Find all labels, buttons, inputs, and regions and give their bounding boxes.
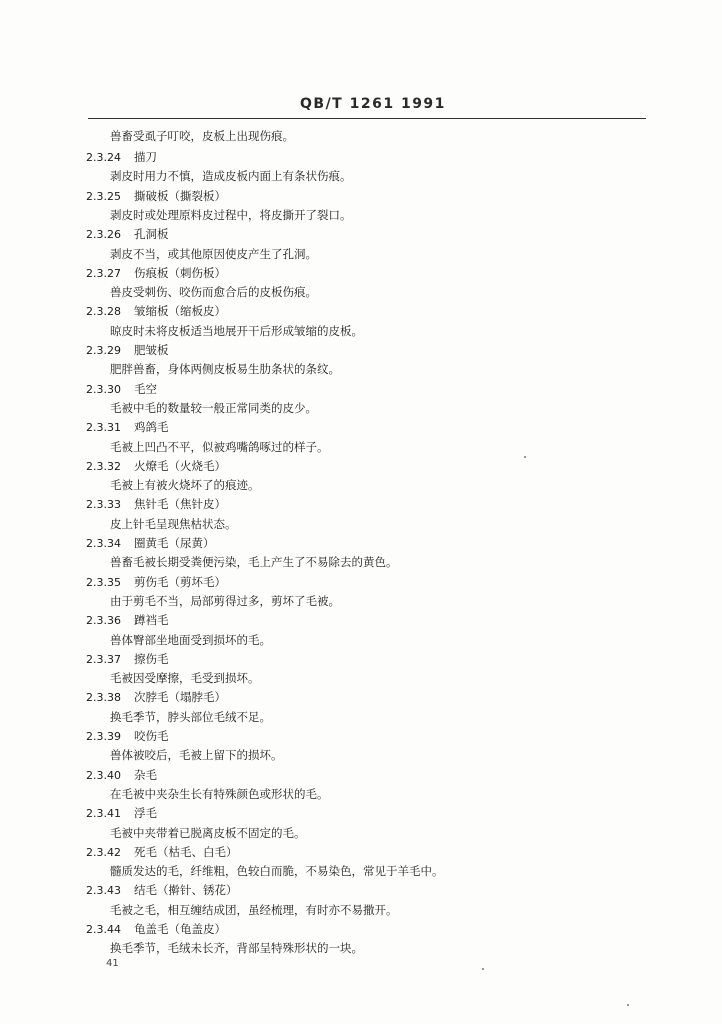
entry-heading: [86, 380, 157, 399]
entry-description: 毛被中毛的数量较一般正常同类的皮少。: [110, 400, 317, 415]
entry-term: 孔洞板: [134, 227, 169, 242]
entry-description: 兽体被咬后，毛被上留下的损坏。: [110, 748, 283, 763]
entry-number: 2.3.40: [86, 768, 121, 782]
entry-number: 2.3.41: [86, 807, 121, 821]
entry-number: 2.3.29: [86, 344, 121, 357]
entry-term: 描刀: [134, 150, 157, 164]
entry-heading: [86, 804, 157, 823]
entry-heading: [86, 148, 157, 167]
entry-term: 肥皱板: [134, 343, 169, 357]
entry-number: 2.3.35: [86, 575, 121, 589]
entry-heading: [86, 688, 226, 707]
entry-description: 肥胖兽畜，身体两侧皮板易生肋条状的条纹。: [110, 362, 340, 377]
entry-term: 撕破板（撕裂板）: [134, 188, 226, 203]
entry-heading: [86, 187, 226, 206]
entry-heading: [86, 843, 238, 862]
entry-description: 毛被上凹凸不平，似被鸡嘴鸽啄过的样子。: [110, 439, 329, 454]
entry-term: 蹲裆毛: [134, 613, 169, 628]
entry-term: 死毛（枯毛、白毛）: [134, 844, 238, 859]
entry-term: 浮毛: [134, 806, 157, 821]
entry-number: 2.3.38: [86, 691, 121, 705]
entry-number: 2.3.27: [86, 266, 121, 280]
entry-number: 2.3.36: [86, 614, 121, 628]
entry-description: 毛被中夹带着已脱离皮板不固定的毛。: [110, 825, 306, 840]
entry-number: 2.3.34: [86, 537, 121, 550]
entry-description: 剥皮不当，或其他原因使皮产生了孔洞。: [110, 246, 317, 261]
entry-term: 皱缩板（缩板皮）: [134, 304, 226, 319]
entry-term: 圈黄毛（尿黄）: [134, 536, 215, 550]
entry-heading: [86, 264, 226, 283]
entry-term: 火燎毛（火烧毛）: [134, 458, 226, 473]
entry-description: 换毛季节，脖头部位毛绒不足。: [110, 709, 271, 724]
entry-term: 焦针毛（焦针皮）: [134, 497, 226, 512]
page-header: [0, 92, 722, 120]
entry-heading: [86, 225, 169, 244]
entry-description: 兽体臀部坐地面受到损坏的毛。: [110, 632, 271, 647]
entry-term: 杂毛: [134, 767, 157, 782]
entry-term: 鸡鸽毛: [134, 420, 169, 435]
entry-description: 毛被之毛，相互缠结成团，虽经梳理，有时亦不易撒开。: [110, 902, 398, 917]
entry-number: 2.3.42: [86, 845, 121, 859]
entry-description: 兽畜毛被长期受粪便污染，毛上产生了不易除去的黄色。: [110, 555, 398, 570]
entry-description: 由于剪毛不当，局部剪得过多，剪坏了毛被。: [110, 593, 340, 608]
entry-description: 剥皮时用力不慎，造成皮板内面上有条状伤痕。: [110, 169, 352, 184]
entry-heading: [86, 302, 226, 321]
entry-number: 2.3.28: [86, 305, 121, 319]
scan-speck: [627, 1004, 629, 1006]
entry-term: 龟盖毛（龟盖皮）: [134, 922, 226, 936]
entry-heading: [86, 881, 238, 900]
entry-description: 在毛被中夹杂生长有特殊颜色或形状的毛。: [110, 786, 329, 801]
entry-description: 晾皮时未将皮板适当地展开干后形成皱缩的皮板。: [110, 323, 363, 338]
entry-heading: [86, 573, 226, 592]
header-rule: [88, 118, 646, 119]
entry-description: 毛被上有被火烧坏了的痕迹。: [110, 478, 260, 493]
entry-heading: [86, 611, 169, 630]
entry-number: 2.3.25: [86, 189, 121, 203]
entry-description: 皮上针毛呈现焦枯状态。: [110, 516, 237, 531]
entry-number: 2.3.24: [86, 151, 121, 164]
entry-description: 髓质发达的毛，纤维粗，色较白而脆，不易染色，常见于羊毛中。: [110, 864, 444, 879]
standard-code: QB/T 1261 1991: [300, 96, 446, 112]
entry-heading: [86, 920, 226, 939]
entry-heading: [86, 727, 169, 746]
entry-description: 换毛季节，毛绒未长齐，背部呈特殊形状的一块。: [110, 941, 363, 956]
entry-number: 2.3.31: [86, 421, 121, 435]
entry-term: 剪伤毛（剪坏毛）: [134, 574, 226, 589]
entry-description: 剥皮时或处理原料皮过程中，将皮撕开了裂口。: [110, 207, 352, 222]
entry-heading: [86, 457, 226, 476]
entry-heading: [86, 766, 157, 785]
entry-number: 2.3.37: [86, 652, 121, 666]
entry-term: 次脖毛（塌脖毛）: [134, 690, 226, 705]
scan-speck: [524, 456, 526, 458]
entry-description: 毛被因受摩擦，毛受到损坏。: [110, 671, 260, 686]
entry-number: 2.3.26: [86, 228, 121, 242]
entry-description: 兽皮受刺伤、咬伤而愈合后的皮板伤痕。: [110, 285, 317, 300]
entry-term: 擦伤毛: [134, 651, 169, 666]
entry-term: 伤痕板（刺伤板）: [134, 265, 226, 280]
intro-line: 兽畜受虱子叮咬，皮板上出现伤痕。: [110, 129, 294, 143]
entry-heading: [86, 534, 215, 553]
entry-heading: [86, 418, 169, 437]
entry-heading: [86, 650, 169, 669]
entry-number: 2.3.33: [86, 498, 121, 512]
entry-number: 2.3.44: [86, 923, 121, 936]
entry-number: 2.3.39: [86, 730, 121, 743]
entry-heading: [86, 341, 169, 360]
entry-number: 2.3.32: [86, 459, 121, 473]
entry-term: 毛空: [134, 381, 157, 396]
entry-term: 结毛（擀针、锈花）: [134, 883, 238, 898]
entry-number: 2.3.30: [86, 382, 121, 396]
scan-speck: [482, 968, 484, 970]
entry-heading: [86, 495, 226, 514]
entry-number: 2.3.43: [86, 884, 121, 898]
page-number: 41: [106, 958, 119, 969]
entry-term: 咬伤毛: [134, 729, 169, 743]
